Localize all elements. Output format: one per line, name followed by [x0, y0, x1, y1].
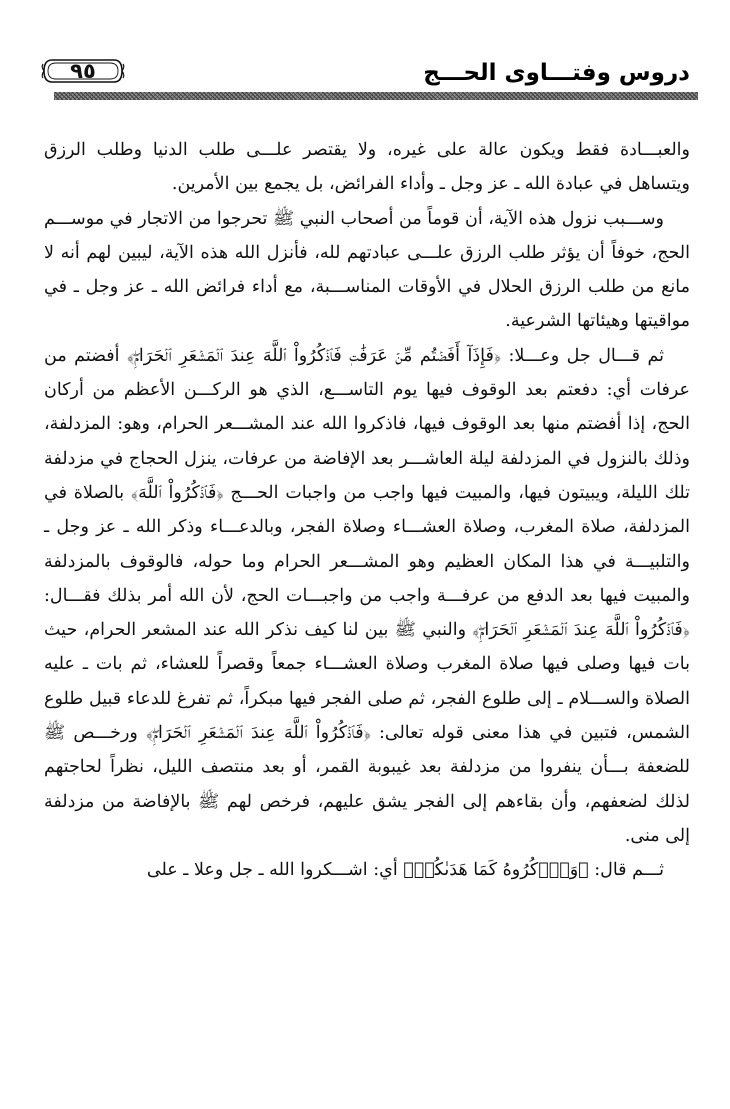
running-title: دروس وفتـــاوى الحـــج [423, 60, 690, 86]
paragraph: ثم قـــال جل وعـــلا: ﴿فَإِذَآ أَفَضۡتُم مِّنۡ عَرَفَٰتٖ فَٱذۡكُرُواْ ٱللَّهَ عِندَ ٱلۡمَشۡعَرِ ٱلۡحَرَامِۖ﴾ أفضتم من عرفات أي: دفعتم بعد الوقوف فيها يوم التاســـع، الذي هو الركـــن الأعظم من أركان الحج، إذا أفضتم منها بعد الوقوف فيها، فاذكروا الله عند المشـــعر الحرام، وهو: المزدلفة، وذلك بالنزول في المزدلفة ليلة العاشـــر بعد الإفاضة من عرفات، ينزل الحجاج في مزدلفة تلك الليلة، ويبيتون فيها، والمبيت فيها واجب من واجبات الحـــج ﴿فَٱذۡكُرُواْ ٱللَّهَ﴾ بالصلاة في المزدلفة، صلاة المغرب، وصلاة العشـــاء وصلاة الفجر، وبالدعـــاء وذكر الله ـ عز وجل ـ والتلبيـــة في هذا المكان العظيم وهو المشـــعر الحرام وما حوله، فالوقوف بالمزدلفة والمبيت فيها بعد الدفع من عرفـــة واجب من واجبـــات الحج، لأن الله أمر بذلك فقـــال: ﴿فَٱذۡكُرُواْ ٱللَّهَ عِندَ ٱلۡمَشۡعَرِ ٱلۡحَرَامِۖ﴾ والنبي ﷺ بين لنا كيف نذكر الله عند المشعر الحرام، حيث بات فيها وصلى فيها صلاة المغرب وصلاة العشـــاء جمعاً وقصراً للعشاء، ثم بات ـ عليه الصلاة والســـلام ـ إلى طلوع الفجر، ثم صلى الفجر فيها مبكراً، ثم تفرغ للدعاء قبيل طلوع الشمس، فتبين في هذا معنى قوله تعالى: ﴿فَٱذۡكُرُواْ ٱللَّهَ عِندَ ٱلۡمَشۡعَرِ ٱلۡحَرَامِۖ﴾ ورخـــص ﷺ للضعفة بـــأن ينفروا من مزدلفة بعد غيبوبة القمر، أو بعد منتصف الليل، نظراً لحاجتهم لذلك لضعفهم، وأن بقاءهم إلى الفجر يشق عليهم، فرخص لهم ﷺ بالإفاضة من مزدلفة إلى منى. [44, 345, 690, 846]
header-divider [54, 92, 698, 100]
page-number-badge [40, 56, 126, 86]
page-header [36, 52, 698, 94]
body-text [44, 133, 690, 888]
page-number: ٩٥ [70, 59, 96, 83]
paragraph: ثـــم قال: ﴿وَٱذۡكُرُوهُ كَمَا هَدَىٰكُمۡ﴾ أي: اشـــكروا الله ـ جل وعلا ـ على [146, 860, 664, 881]
paragraph: والعبـــادة فقط ويكون عالة على غيره، ولا يقتصر علـــى طلب الدنيا وطلب الرزق ويتساهل في عبادة الله ـ عز وجل ـ وأداء الفرائض، بل يجمع بين الأمرين. [44, 140, 690, 195]
paragraph: وســـبب نزول هذه الآية، أن قوماً من أصحاب النبي ﷺ تحرجوا من الاتجار في موســـم الحج، خوفاً أن يؤثر طلب الرزق علـــى عبادتهم لله، فأنزل الله هذه الآية، ليبين لهم أنه لا مانع من طلب الرزق الحلال في الأوقات المناســـبة، مع أداء فرائض الله ـ عز وجل ـ في مواقيتها وهيئاتها الشرعية. [44, 208, 690, 332]
